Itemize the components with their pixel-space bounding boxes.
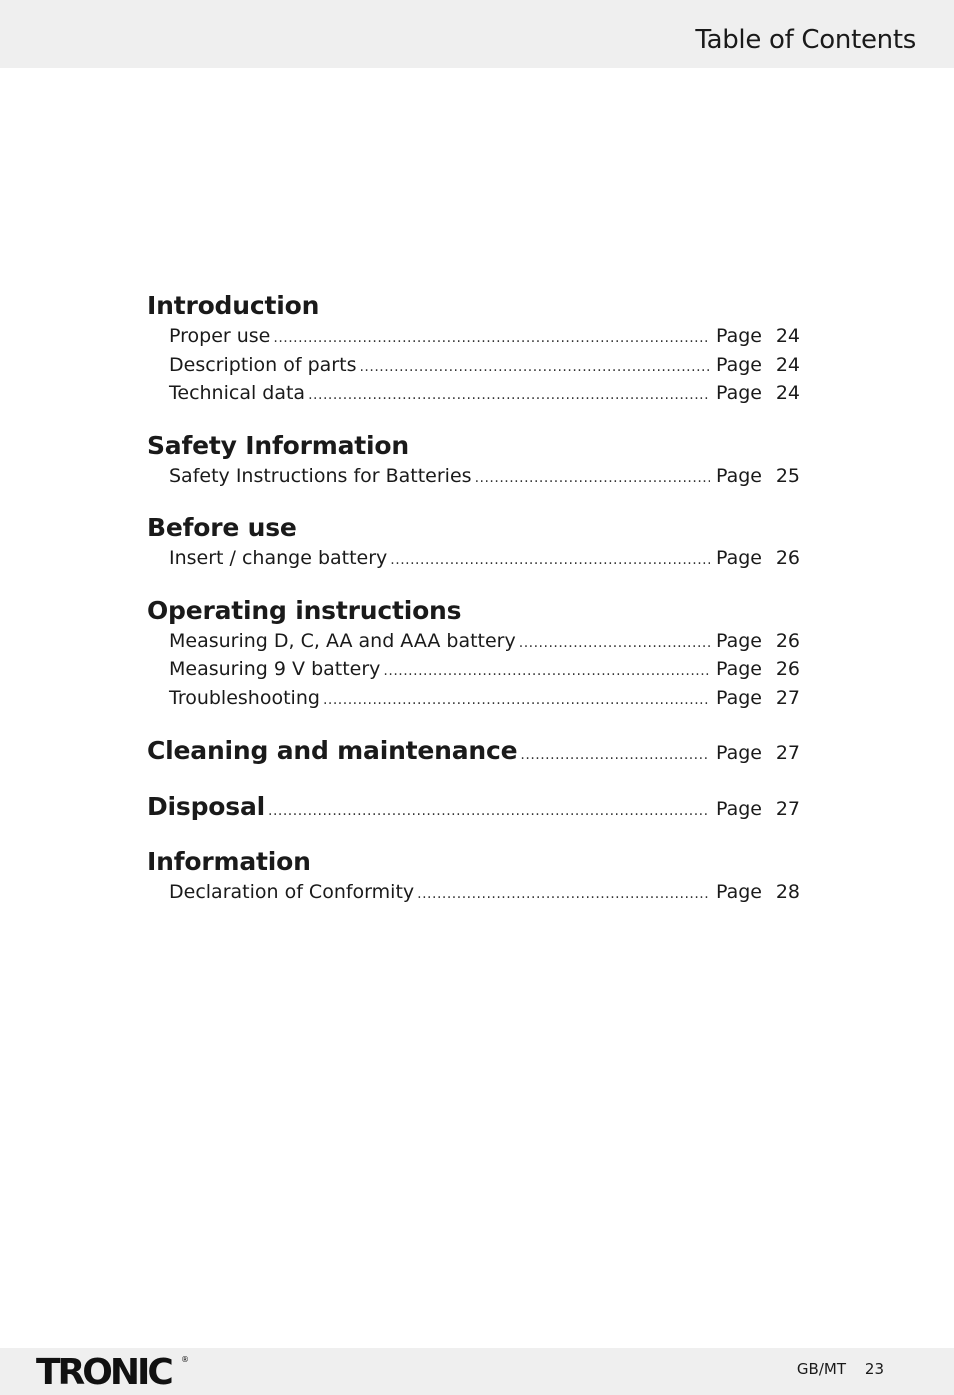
toc-entry[interactable]	[147, 322, 800, 351]
table-of-contents	[147, 290, 800, 929]
page-number: 25	[775, 464, 800, 487]
page-number: 24	[775, 382, 800, 404]
page-number: 26	[775, 547, 800, 569]
toc-section-operating-instructions	[147, 595, 800, 713]
toc-entry[interactable]	[147, 462, 800, 491]
toc-entry[interactable]	[147, 544, 800, 573]
brand-logo: TRONIC	[36, 1352, 171, 1393]
page-number: 27	[775, 798, 800, 820]
page-number: 27	[775, 742, 800, 764]
section-heading: Before use	[147, 513, 297, 542]
toc-entry[interactable]	[147, 790, 800, 824]
page-number: 26	[775, 658, 800, 680]
toc-entry[interactable]	[147, 684, 800, 713]
section-heading: Information	[147, 847, 311, 876]
section-heading: Introduction	[147, 291, 320, 320]
dot-leader	[273, 324, 710, 353]
dot-leader	[520, 738, 710, 772]
section-heading: Operating instructions	[147, 595, 462, 625]
page-header	[0, 0, 954, 68]
entry-label: Insert / change battery	[169, 547, 388, 569]
dot-leader	[390, 546, 710, 575]
page-word: Page	[716, 353, 762, 376]
entry-label: Safety Instructions for Batteries	[169, 464, 472, 487]
section-heading: Cleaning and maintenance	[147, 736, 518, 765]
toc-entry[interactable]	[147, 627, 800, 656]
page-word: Page	[716, 658, 762, 680]
dot-leader	[308, 381, 710, 410]
registered-mark: ®	[181, 1355, 189, 1364]
page-number: 24	[775, 353, 800, 376]
entry-label: Description of parts	[169, 353, 357, 376]
entry-label: Proper use	[169, 325, 271, 347]
page-word: Page	[716, 547, 762, 569]
page-number: 28	[775, 881, 800, 903]
toc-section-before-use	[147, 512, 800, 573]
page-word: Page	[716, 629, 762, 652]
page-title: Table of Contents	[695, 25, 916, 55]
toc-entry[interactable]	[147, 878, 800, 907]
page-word: Page	[716, 881, 762, 903]
page-number-footer: 23	[864, 1360, 884, 1378]
toc-section-information	[147, 846, 800, 907]
entry-label: Measuring 9 V battery	[169, 658, 381, 680]
dot-leader	[475, 464, 710, 493]
page-footer	[0, 1348, 954, 1395]
toc-entry[interactable]	[147, 351, 800, 380]
entry-label: Measuring D, C, AA and AAA battery	[169, 629, 516, 652]
dot-leader	[383, 657, 710, 686]
page-number: 27	[775, 686, 800, 709]
dot-leader	[323, 686, 710, 715]
toc-entry[interactable]	[147, 734, 800, 768]
dot-leader	[417, 880, 710, 909]
page-word: Page	[716, 686, 762, 709]
dot-leader	[268, 794, 710, 828]
toc-entry[interactable]	[147, 655, 800, 684]
entry-label: Troubleshooting	[169, 686, 320, 709]
entry-label: Declaration of Conformity	[169, 881, 415, 903]
page-word: Page	[716, 798, 762, 820]
page-word: Page	[716, 325, 762, 347]
page-word: Page	[716, 382, 762, 404]
page-word: Page	[716, 464, 762, 487]
toc-section-safety-information	[147, 430, 800, 491]
dot-leader	[519, 629, 710, 658]
page-number: 26	[775, 629, 800, 652]
page-number: 24	[775, 325, 800, 347]
language-code: GB/MT	[796, 1360, 846, 1378]
section-heading: Disposal	[147, 792, 265, 821]
toc-section-introduction	[147, 290, 800, 408]
entry-label: Technical data	[169, 382, 306, 404]
toc-section-cleaning-and-maintenance	[147, 734, 800, 768]
page-word: Page	[716, 742, 762, 764]
toc-section-disposal	[147, 790, 800, 824]
section-heading: Safety Information	[147, 430, 409, 460]
dot-leader	[359, 353, 710, 382]
toc-entry[interactable]	[147, 379, 800, 408]
